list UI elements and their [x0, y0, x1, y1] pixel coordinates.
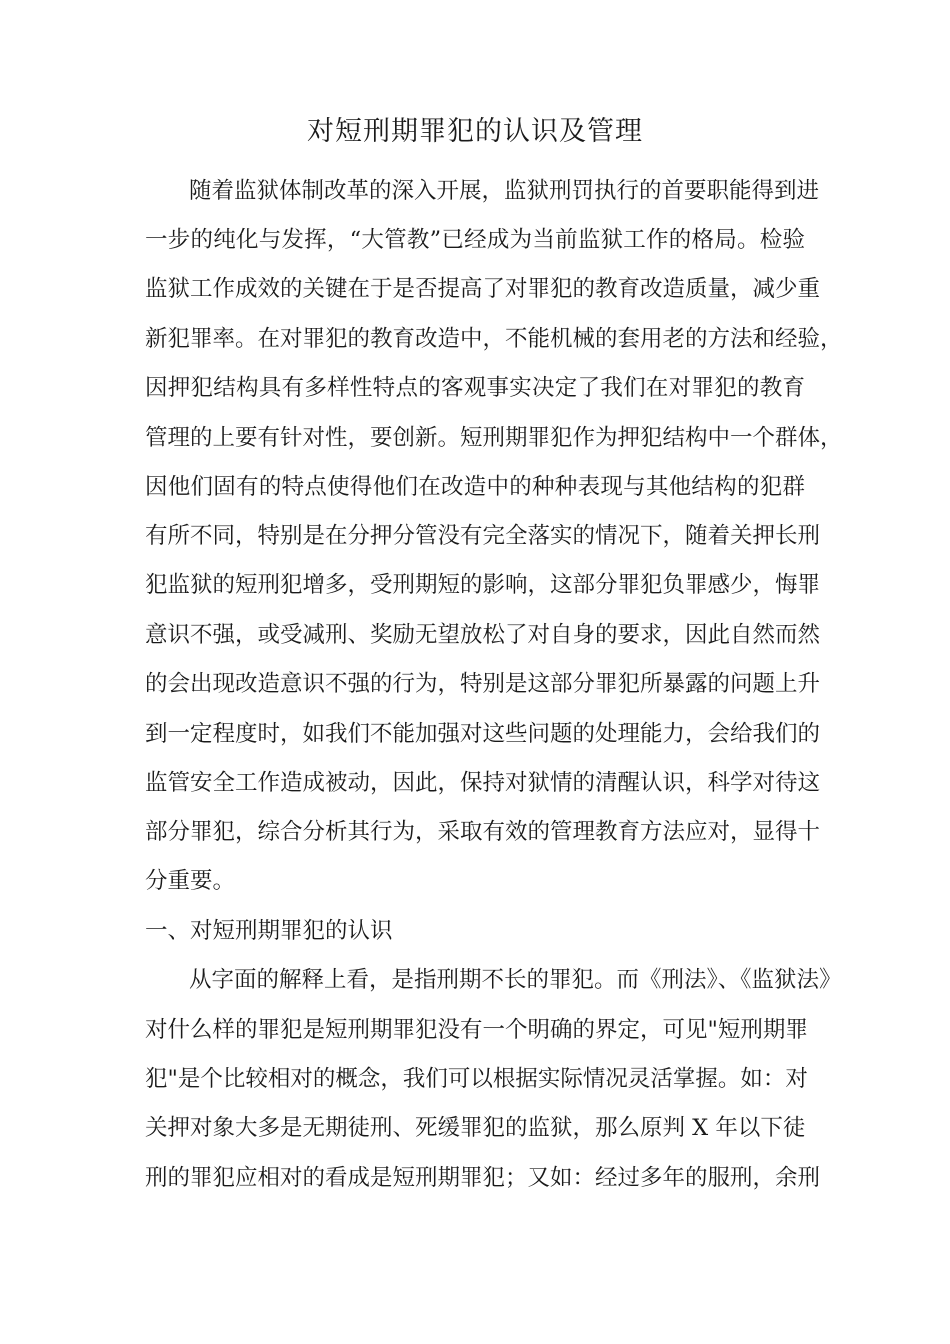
paragraph-line: 分重要。 — [145, 868, 236, 894]
paragraph-line: 关押对象大多是无期徒刑、死缓罪犯的监狱，那么原判 X 年以下徒 — [145, 1115, 806, 1141]
paragraph-line: 到一定程度时，如我们不能加强对这些问题的处理能力，会给我们的 — [145, 721, 821, 747]
paragraph-line: 犯"是个比较相对的概念，我们可以根据实际情况灵活掌握。如：对 — [145, 1066, 808, 1092]
paragraph-line: 对什么样的罪犯是短刑期罪犯没有一个明确的界定，可见"短刑期罪 — [145, 1017, 808, 1043]
paragraph-line: 有所不同，特别是在分押分管没有完全落实的情况下，随着关押长刑 — [145, 523, 821, 549]
paragraph-line: 监管安全工作造成被动，因此，保持对狱情的清醒认识，科学对待这 — [145, 770, 821, 796]
paragraph-line: 的会出现改造意识不强的行为，特别是这部分罪犯所暴露的问题上升 — [145, 671, 821, 697]
paragraph-line: 犯监狱的短刑犯增多，受刑期短的影响，这部分罪犯负罪感少，悔罪 — [145, 572, 821, 598]
paragraph-line: 部分罪犯，综合分析其行为，采取有效的管理教育方法应对，显得十 — [145, 819, 821, 845]
paragraph-line: 管理的上要有针对性，要创新。短刑期罪犯作为押犯结构中一个群体， — [145, 425, 843, 451]
paragraph-line: 一步的纯化与发挥，“大管教”已经成为当前监狱工作的格局。检验 — [145, 227, 805, 253]
paragraph-line: 意识不强，或受减刑、奖励无望放松了对自身的要求，因此自然而然 — [145, 622, 821, 648]
paragraph-line: 监狱工作成效的关键在于是否提高了对罪犯的教育改造质量，减少重 — [145, 276, 821, 302]
section-heading: 一、对短刑期罪犯的认识 — [145, 918, 393, 944]
document-title: 对短刑期罪犯的认识及管理 — [307, 116, 643, 147]
paragraph-line: 从字面的解释上看，是指刑期不长的罪犯。而《刑法》、《监狱法》 — [189, 967, 842, 993]
paragraph-line: 新犯罪率。在对罪犯的教育改造中，不能机械的套用老的方法和经验， — [145, 326, 843, 352]
paragraph-line: 因他们固有的特点使得他们在改造中的种种表现与其他结构的犯群 — [145, 474, 805, 500]
paragraph-line: 随着监狱体制改革的深入开展，监狱刑罚执行的首要职能得到进 — [189, 178, 820, 204]
paragraph-line: 因押犯结构具有多样性特点的客观事实决定了我们在对罪犯的教育 — [145, 375, 805, 401]
paragraph-line: 刑的罪犯应相对的看成是短刑期罪犯；又如：经过多年的服刑，余刑 — [145, 1165, 821, 1191]
